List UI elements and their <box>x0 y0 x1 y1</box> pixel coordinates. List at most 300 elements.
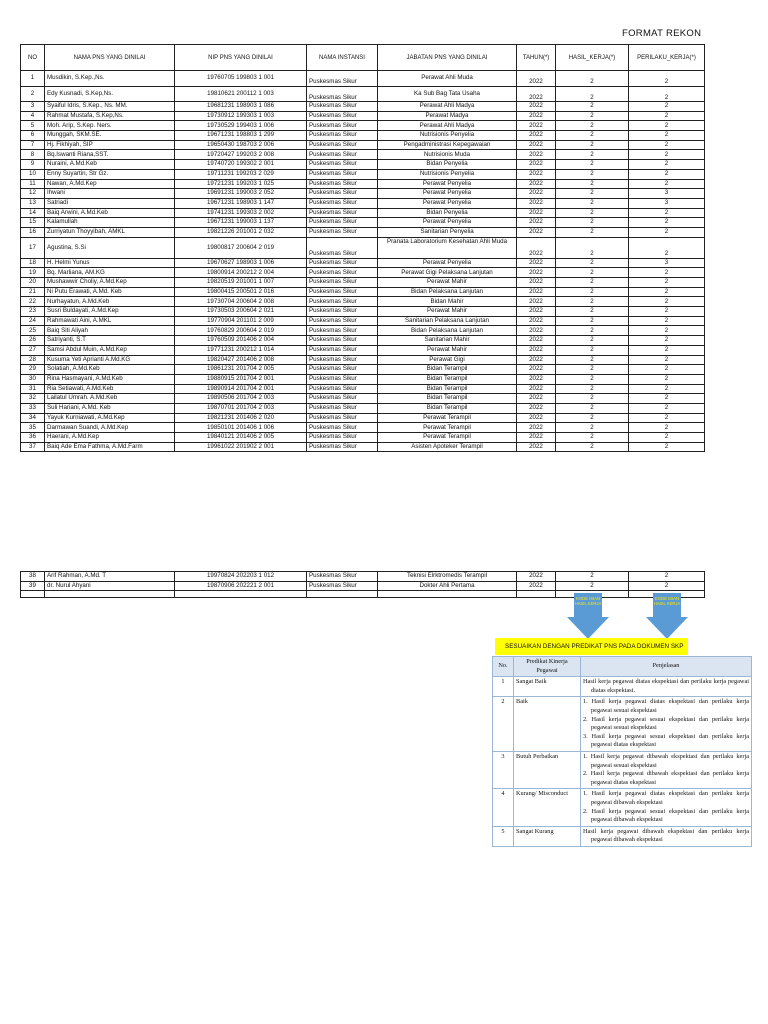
cell-tahun: 2022 <box>517 345 556 355</box>
legend-penjelasan <box>581 677 752 697</box>
cell-no: 26 <box>21 336 45 346</box>
cell-nip: 19681231 198903 1 086 <box>175 102 307 112</box>
cell-no: 4 <box>21 111 45 121</box>
cell-instansi: Puskesmas Sikur <box>307 227 378 237</box>
cell-nip: 19970824 202203 1 012 <box>175 572 307 582</box>
cell-instansi: Puskesmas Sikur <box>307 403 378 413</box>
cell-tahun: 2022 <box>517 218 556 228</box>
cell-tahun: 2022 <box>517 384 556 394</box>
cell-instansi: Puskesmas Sikur <box>307 345 378 355</box>
cell-perilaku-kerja: 2 <box>629 403 705 413</box>
legend-penjelasan-item: 1. Hasil kerja pegawai dibawah ekspektasi dan perilaku kerja pegawai sesuai ekspektasi <box>583 752 749 769</box>
cell-instansi: Puskesmas Sikur <box>307 189 378 199</box>
table-row <box>21 581 705 591</box>
table-row <box>21 336 705 346</box>
legend-row <box>493 789 752 826</box>
cell-nama: Haerani, A.Md.Kep <box>45 433 175 443</box>
cell-nip: 19650430 198703 2 006 <box>175 140 307 150</box>
cell-nip: 19730912 199303 1 003 <box>175 111 307 121</box>
cell-nama: Samsi Abdul Muin, A.Md.Kep <box>45 345 175 355</box>
cell-no: 18 <box>21 258 45 268</box>
header-nip: NIP PNS YANG DINILAI <box>175 45 307 71</box>
legend-penjelasan-item: 1. Hasil kerja pegawai diatas ekspektasi dan perilaku kerja pegawai sesuai ekspektasi <box>583 698 749 714</box>
cell-tahun: 2022 <box>517 297 556 307</box>
table-row <box>21 433 705 443</box>
cell-hasil-kerja: 2 <box>556 189 629 199</box>
cell-hasil-kerja: 2 <box>556 307 629 317</box>
cell-no: 21 <box>21 287 45 297</box>
cell-instansi: Puskesmas Sikur <box>307 160 378 170</box>
legend-penjelasan-item: 2. Hasil kerja pegawai sesuai ekspektasi dan perilaku kerja pegawai dibawah ekspektasi <box>583 807 749 824</box>
cell-jabatan: Bidan Pelaksana Lanjutan <box>378 287 517 297</box>
cell-tahun: 2022 <box>517 169 556 179</box>
cell-instansi: Puskesmas Sikur <box>307 326 378 336</box>
cell-nama: dr. Nurul Ahyani <box>45 581 175 591</box>
cell-perilaku-kerja: 2 <box>629 150 705 160</box>
cell-instansi: Puskesmas Sikur <box>307 384 378 394</box>
cell-no: 13 <box>21 198 45 208</box>
cell-jabatan: Dokter Ahli Pertama <box>378 581 517 591</box>
legend-header-row <box>493 657 752 677</box>
cell-perilaku-kerja: 2 <box>629 572 705 582</box>
header-tahun: TAHUN(*) <box>517 45 556 71</box>
cell-jabatan: Perawat Mahir <box>378 345 517 355</box>
cell-tahun: 2022 <box>517 111 556 121</box>
cell-no: 7 <box>21 140 45 150</box>
cell-no: 32 <box>21 394 45 404</box>
table-row <box>21 102 705 112</box>
cell-hasil-kerja: 2 <box>556 413 629 423</box>
legend-predikat: Sangat Baik <box>514 677 581 697</box>
cell-nip: 19741231 199303 2 002 <box>175 208 307 218</box>
cell-no: 39 <box>21 581 45 591</box>
table-row <box>21 208 705 218</box>
cell-tahun: 2022 <box>517 572 556 582</box>
cell-nip: 19861231 201704 2 005 <box>175 365 307 375</box>
cell-nama: Zurriyatun Thoyyibah, AMKL <box>45 227 175 237</box>
cell-hasil-kerja: 2 <box>556 71 629 87</box>
cell-nama: Solatiah, A.Md.Keb <box>45 365 175 375</box>
cell-nama: Satriyanti, S.T <box>45 336 175 346</box>
cell-hasil-kerja: 2 <box>556 150 629 160</box>
cell-jabatan: Perawat Gigi <box>378 355 517 365</box>
cell-hasil-kerja: 2 <box>556 572 629 582</box>
legend-no: 1 <box>493 677 514 697</box>
legend-body <box>493 677 752 847</box>
cell-perilaku-kerja: 2 <box>629 297 705 307</box>
cell-instansi: Puskesmas Sikur <box>307 442 378 452</box>
cell-hasil-kerja: 2 <box>556 384 629 394</box>
cell-hasil-kerja: 2 <box>556 581 629 591</box>
header-no: NO <box>21 45 45 71</box>
cell-hasil-kerja: 2 <box>556 287 629 297</box>
cell-perilaku-kerja: 2 <box>629 316 705 326</box>
arrow-label: KODE ISIAN HASIL KERJA <box>574 596 602 606</box>
cell-instansi: Puskesmas Sikur <box>307 268 378 278</box>
cell-no: 12 <box>21 189 45 199</box>
cell-hasil-kerja: 2 <box>556 160 629 170</box>
cell-nip: 19670627 198903 1 006 <box>175 258 307 268</box>
table-row <box>21 287 705 297</box>
cell-no: 9 <box>21 160 45 170</box>
cell-no: 3 <box>21 102 45 112</box>
cell-jabatan: Bidan Terampil <box>378 374 517 384</box>
cell-tahun: 2022 <box>517 160 556 170</box>
legend-predikat: Baik <box>514 697 581 752</box>
cell-nama: Nawan, A.Md.Kep <box>45 179 175 189</box>
cell-no: 10 <box>21 169 45 179</box>
cell-tahun: 2022 <box>517 208 556 218</box>
cell-nama: Bq. Marliana, AM.KG <box>45 268 175 278</box>
cell-no: 14 <box>21 208 45 218</box>
cell-perilaku-kerja: 2 <box>629 581 705 591</box>
cell-no: 23 <box>21 307 45 317</box>
legend-header-predikat: Predikat Kinerja Pegawai <box>514 657 581 677</box>
cell-tahun: 2022 <box>517 179 556 189</box>
cell-nama: Ihwani <box>45 189 175 199</box>
cell-perilaku-kerja: 2 <box>629 131 705 141</box>
cell-hasil-kerja: 2 <box>556 278 629 288</box>
cell-nama: Hj. Fikhiyah, SIP <box>45 140 175 150</box>
table-row <box>21 442 705 452</box>
cell-jabatan: Bidan Terampil <box>378 394 517 404</box>
employee-table-body <box>21 71 705 452</box>
cell-instansi: Puskesmas Sikur <box>307 365 378 375</box>
cell-tahun: 2022 <box>517 198 556 208</box>
table-row <box>21 227 705 237</box>
cell-jabatan: Asisten Apoteker Terampil <box>378 442 517 452</box>
table-row <box>21 278 705 288</box>
cell-nip: 19760509 201406 2 004 <box>175 336 307 346</box>
cell-jabatan: Bidan Pelaksana Lanjutan <box>378 326 517 336</box>
cell-tahun: 2022 <box>517 268 556 278</box>
cell-tahun: 2022 <box>517 581 556 591</box>
cell-instansi: Puskesmas Sikur <box>307 150 378 160</box>
cell-perilaku-kerja: 2 <box>629 227 705 237</box>
cell-perilaku-kerja: 2 <box>629 394 705 404</box>
cell-tahun: 2022 <box>517 365 556 375</box>
cell-no: 35 <box>21 423 45 433</box>
cell-tahun: 2022 <box>517 355 556 365</box>
cell-perilaku-kerja: 2 <box>629 86 705 102</box>
cell-tahun: 2022 <box>517 278 556 288</box>
cell-nama: H. Helmi Yunus <box>45 258 175 268</box>
cell-jabatan: Bidan Penyelia <box>378 160 517 170</box>
cell-tahun: 2022 <box>517 394 556 404</box>
cell-jabatan: Perawat Terampil <box>378 413 517 423</box>
cell-perilaku-kerja: 2 <box>629 307 705 317</box>
cell-nip: 19671231 199003 1 137 <box>175 218 307 228</box>
legend-penjelasan-item: 2. Hasil kerja pegawai sesuai ekspektasi dan perilaku kerja pegawai sesuai ekspektasi <box>583 715 749 732</box>
cell-hasil-kerja: 2 <box>556 218 629 228</box>
cell-nama: Moh. Arip, S.Kep. Ners. <box>45 121 175 131</box>
cell-nama: Susri Buldayati, A.Md.Kep <box>45 307 175 317</box>
cell-perilaku-kerja: 2 <box>629 433 705 443</box>
cell-perilaku-kerja: 2 <box>629 169 705 179</box>
cell-nip: 19800415 200501 2 016 <box>175 287 307 297</box>
cell-hasil-kerja: 2 <box>556 365 629 375</box>
cell-tahun: 2022 <box>517 374 556 384</box>
table-row <box>21 111 705 121</box>
table-row <box>21 189 705 199</box>
cell-perilaku-kerja: 2 <box>629 268 705 278</box>
cell-instansi: Puskesmas Sikur <box>307 581 378 591</box>
table-row <box>21 86 705 102</box>
cell-jabatan: Nutrisionis Penyelia <box>378 131 517 141</box>
cell-jabatan: Perawat Ahli Madya <box>378 102 517 112</box>
cell-nama: Ria Setiawati, A.Md.Keb <box>45 384 175 394</box>
cell-nama: Arif Rahman, A.Md. T <box>45 572 175 582</box>
cell-instansi: Puskesmas Sikur <box>307 287 378 297</box>
cell-no: 8 <box>21 150 45 160</box>
cell-instansi: Puskesmas Sikur <box>307 336 378 346</box>
cell-no: 29 <box>21 365 45 375</box>
header-nama: NAMA PNS YANG DINILAI <box>45 45 175 71</box>
cell-jabatan: Pengadministrasi Kepegawaian <box>378 140 517 150</box>
cell-perilaku-kerja: 2 <box>629 365 705 375</box>
cell-nama: Nuraini, A.Md.Keb <box>45 160 175 170</box>
cell-tahun: 2022 <box>517 258 556 268</box>
cell-hasil-kerja: 2 <box>556 131 629 141</box>
cell-jabatan: Bidan Mahir <box>378 297 517 307</box>
cell-jabatan: Sanitarian Penyelia <box>378 227 517 237</box>
cell-instansi: Puskesmas Sikur <box>307 413 378 423</box>
cell-hasil-kerja: 2 <box>556 394 629 404</box>
cell-nip: 19810621 200112 1 003 <box>175 86 307 102</box>
cell-jabatan: Perawat Ahli Madya <box>378 121 517 131</box>
legend-penjelasan <box>581 826 752 846</box>
cell-perilaku-kerja: 2 <box>629 442 705 452</box>
document-title: FORMAT REKON <box>622 28 702 39</box>
cell-tahun: 2022 <box>517 131 556 141</box>
table-row <box>21 198 705 208</box>
cell-hasil-kerja: 2 <box>556 374 629 384</box>
cell-hasil-kerja: 2 <box>556 169 629 179</box>
cell-no: 31 <box>21 384 45 394</box>
table-row <box>21 374 705 384</box>
cell-nip: 19721231 199203 1 025 <box>175 179 307 189</box>
cell-perilaku-kerja: 2 <box>629 179 705 189</box>
cell-tahun: 2022 <box>517 102 556 112</box>
table-row <box>21 169 705 179</box>
cell-nama: Baiq Arwini, A.Md.Keb <box>45 208 175 218</box>
cell-perilaku-kerja: 2 <box>629 160 705 170</box>
cell-tahun: 2022 <box>517 442 556 452</box>
cell-hasil-kerja: 2 <box>556 355 629 365</box>
cell-instansi: Puskesmas Sikur <box>307 140 378 150</box>
cell-tahun: 2022 <box>517 423 556 433</box>
empty-cell <box>517 591 556 598</box>
cell-instansi: Puskesmas Sikur <box>307 102 378 112</box>
cell-tahun: 2022 <box>517 287 556 297</box>
table-row <box>21 150 705 160</box>
cell-jabatan: Perawat Penyelia <box>378 179 517 189</box>
cell-no: 20 <box>21 278 45 288</box>
table-row <box>21 413 705 423</box>
cell-nip: 19961022 201902 2 001 <box>175 442 307 452</box>
cell-hasil-kerja: 2 <box>556 268 629 278</box>
cell-hasil-kerja: 2 <box>556 336 629 346</box>
cell-nip: 19770904 201101 2 009 <box>175 316 307 326</box>
cell-hasil-kerja: 2 <box>556 102 629 112</box>
header-instansi: NAMA INSTANSI <box>307 45 378 71</box>
cell-nama: Satriadi <box>45 198 175 208</box>
legend-no: 4 <box>493 789 514 826</box>
table-row <box>21 71 705 87</box>
header-jabatan: JABATAN PNS YANG DINILAI <box>378 45 517 71</box>
cell-tahun: 2022 <box>517 413 556 423</box>
cell-hasil-kerja: 2 <box>556 316 629 326</box>
cell-nip: 19760705 199803 1 001 <box>175 71 307 87</box>
cell-nama: Mushawwir Choliy, A.Md.Kep <box>45 278 175 288</box>
cell-jabatan: Bidan Penyelia <box>378 208 517 218</box>
cell-nip: 19840121 201406 2 005 <box>175 433 307 443</box>
cell-nama: Munggah, SKM.SE. <box>45 131 175 141</box>
cell-jabatan: Bidan Terampil <box>378 384 517 394</box>
cell-nama: Baiq Siti Aliyah <box>45 326 175 336</box>
cell-nip: 19850101 201406 1 006 <box>175 423 307 433</box>
table-row <box>21 326 705 336</box>
cell-jabatan: Bidan Terampil <box>378 403 517 413</box>
empty-cell <box>21 591 45 598</box>
cell-jabatan: Perawat Mahir <box>378 278 517 288</box>
cell-perilaku-kerja: 2 <box>629 102 705 112</box>
legend-penjelasan <box>581 697 752 752</box>
legend-header-no: No. <box>493 657 514 677</box>
cell-instansi: Puskesmas Sikur <box>307 218 378 228</box>
predikat-legend-table <box>492 656 752 847</box>
legend-predikat: Kurang/ Misconduct <box>514 789 581 826</box>
cell-hasil-kerja: 2 <box>556 121 629 131</box>
cell-hasil-kerja: 2 <box>556 140 629 150</box>
cell-perilaku-kerja: 2 <box>629 237 705 258</box>
legend-no: 3 <box>493 751 514 788</box>
cell-nip: 19771231 200212 1 014 <box>175 345 307 355</box>
cell-instansi: Puskesmas Sikur <box>307 237 378 258</box>
cell-instansi: Puskesmas Sikur <box>307 307 378 317</box>
cell-instansi: Puskesmas Sikur <box>307 258 378 268</box>
cell-instansi: Puskesmas Sikur <box>307 316 378 326</box>
cell-jabatan: Perawat Penyelia <box>378 189 517 199</box>
cell-no: 1 <box>21 71 45 87</box>
cell-perilaku-kerja: 3 <box>629 198 705 208</box>
cell-no: 28 <box>21 355 45 365</box>
cell-instansi: Puskesmas Sikur <box>307 86 378 102</box>
employee-table <box>20 44 705 452</box>
cell-nama: Kalamullah <box>45 218 175 228</box>
cell-jabatan: Perawat Mahir <box>378 307 517 317</box>
cell-nama: Darmawan Suandi, A.Md.Kep <box>45 423 175 433</box>
table-row <box>21 268 705 278</box>
cell-nip: 19880915 201704 2 001 <box>175 374 307 384</box>
cell-nip: 19820427 201406 2 008 <box>175 355 307 365</box>
cell-nama: Musdikin, S.Kep.,Ns. <box>45 71 175 87</box>
cell-nip: 19671231 198803 1 299 <box>175 131 307 141</box>
table-row <box>21 131 705 141</box>
cell-no: 30 <box>21 374 45 384</box>
legend-header-penjelasan: Penjelasan <box>581 657 752 677</box>
cell-jabatan: Sanitarian Pelaksana Lanjutan <box>378 316 517 326</box>
cell-jabatan: Perawat Penyelia <box>378 258 517 268</box>
legend-penjelasan <box>581 789 752 826</box>
cell-tahun: 2022 <box>517 237 556 258</box>
cell-perilaku-kerja: 2 <box>629 278 705 288</box>
cell-no: 6 <box>21 131 45 141</box>
legend-no: 5 <box>493 826 514 846</box>
cell-instansi: Puskesmas Sikur <box>307 423 378 433</box>
cell-tahun: 2022 <box>517 433 556 443</box>
cell-perilaku-kerja: 2 <box>629 111 705 121</box>
table-row <box>21 237 705 258</box>
cell-instansi: Puskesmas Sikur <box>307 169 378 179</box>
cell-no: 27 <box>21 345 45 355</box>
cell-instansi: Puskesmas Sikur <box>307 121 378 131</box>
cell-hasil-kerja: 2 <box>556 198 629 208</box>
cell-no: 34 <box>21 413 45 423</box>
cell-nama: Ni Putu Erawati, A.Md. Keb <box>45 287 175 297</box>
cell-nama: Enny Suyartin, Str Gz. <box>45 169 175 179</box>
legend-row <box>493 826 752 846</box>
arrow-label: KODE ISIAN HASIL KERJA <box>653 596 681 606</box>
cell-tahun: 2022 <box>517 71 556 87</box>
instruction-banner: SESUAIKAN DENGAN PREDIKAT PNS PADA DOKUMEN SKP <box>495 638 688 655</box>
cell-no: 37 <box>21 442 45 452</box>
table-row <box>21 121 705 131</box>
cell-jabatan: Perawat Madya <box>378 111 517 121</box>
cell-jabatan: Nutrisionis Penyelia <box>378 169 517 179</box>
cell-nip: 19800914 200212 2 004 <box>175 268 307 278</box>
cell-tahun: 2022 <box>517 121 556 131</box>
cell-perilaku-kerja: 2 <box>629 121 705 131</box>
cell-jabatan: Perawat Gigi Pelaksana Lanjutan <box>378 268 517 278</box>
legend-predikat: Sangat Kurang <box>514 826 581 846</box>
cell-no: 19 <box>21 268 45 278</box>
cell-perilaku-kerja: 3 <box>629 189 705 199</box>
cell-no: 11 <box>21 179 45 189</box>
table-row <box>21 297 705 307</box>
cell-jabatan: Sanitarian Mahir <box>378 336 517 346</box>
cell-hasil-kerja: 2 <box>556 227 629 237</box>
cell-instansi: Puskesmas Sikur <box>307 198 378 208</box>
table-row <box>21 365 705 375</box>
cell-nip: 19740720 199302 2 001 <box>175 160 307 170</box>
cell-perilaku-kerja: 2 <box>629 374 705 384</box>
cell-jabatan: Nutrisionis Muda <box>378 150 517 160</box>
cell-nip: 19890914 201704 2 001 <box>175 384 307 394</box>
cell-hasil-kerja: 2 <box>556 237 629 258</box>
cell-hasil-kerja: 2 <box>556 208 629 218</box>
cell-jabatan: Perawat Penyelia <box>378 198 517 208</box>
cell-hasil-kerja: 2 <box>556 258 629 268</box>
cell-nip: 19800817 200604 2 019 <box>175 237 307 258</box>
empty-cell <box>307 591 378 598</box>
cell-tahun: 2022 <box>517 150 556 160</box>
cell-tahun: 2022 <box>517 316 556 326</box>
cell-perilaku-kerja: 2 <box>629 208 705 218</box>
table-row <box>21 140 705 150</box>
table-row <box>21 403 705 413</box>
cell-instansi: Puskesmas Sikur <box>307 394 378 404</box>
cell-jabatan: Teknisi Elrktromedis Terampil <box>378 572 517 582</box>
hasil-kerja-arrow <box>567 593 609 639</box>
cell-nama: Agustina, S.Si <box>45 237 175 258</box>
legend-penjelasan-item: Hasil kerja pegawai dibawah ekspektasi dan perilaku kerja pegawai dibawah ekspektasi <box>583 827 749 844</box>
cell-nama: Rahmawati Aini, A.MKL <box>45 316 175 326</box>
table-row <box>21 258 705 268</box>
cell-tahun: 2022 <box>517 336 556 346</box>
cell-no: 25 <box>21 326 45 336</box>
cell-hasil-kerja: 2 <box>556 297 629 307</box>
